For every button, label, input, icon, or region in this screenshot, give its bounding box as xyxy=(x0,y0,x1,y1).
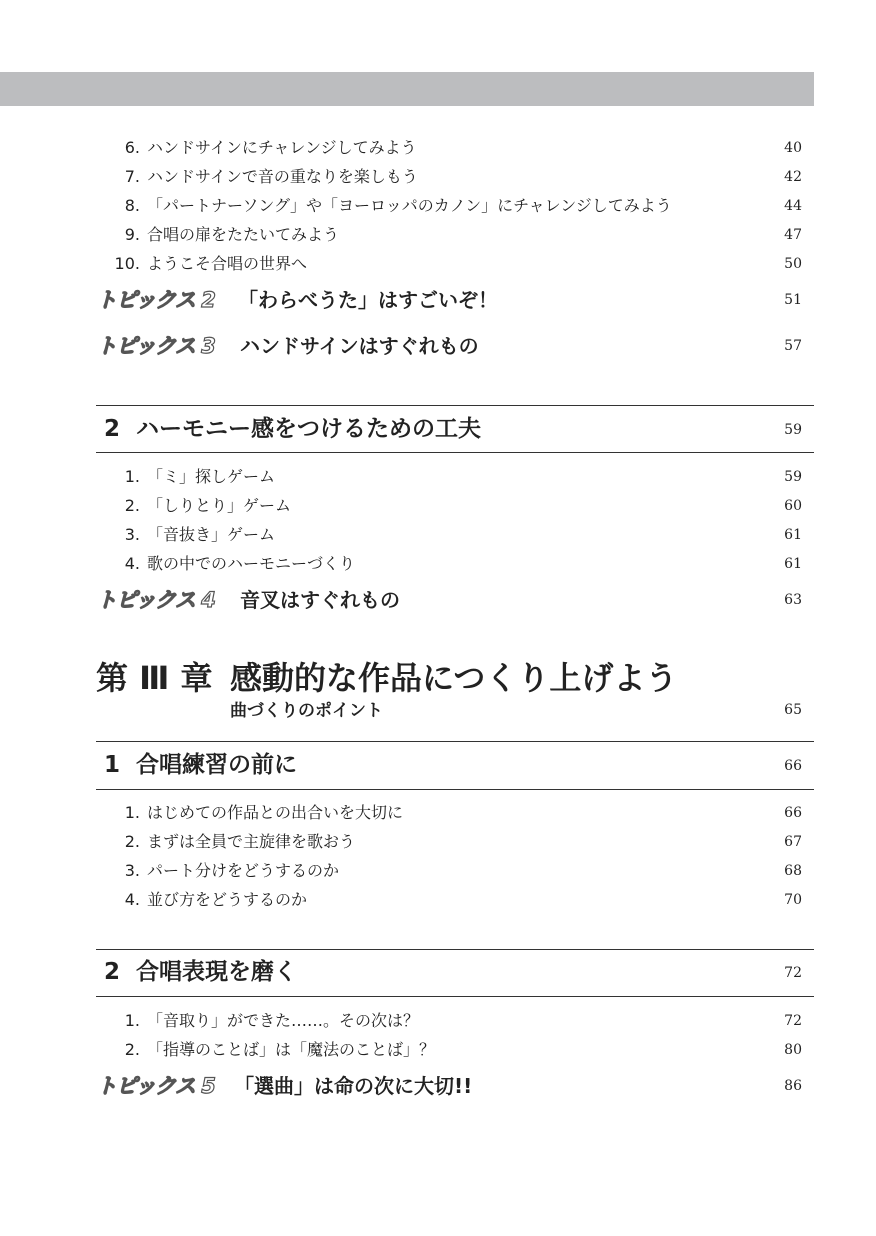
entry-number: 1. xyxy=(124,467,140,486)
topic-title: 「選曲」は命の次に大切!! xyxy=(234,1074,473,1098)
entry-number: 1. xyxy=(124,803,140,822)
topic-label: トピックス 4 xyxy=(96,588,215,612)
chapter-subtitle: 曲づくりのポイント xyxy=(230,701,383,721)
entry-title: 歌の中でのハーモニーづくり xyxy=(147,554,356,573)
entry-number: 2. xyxy=(124,1040,140,1059)
entry-page: 44 xyxy=(784,198,802,214)
entry-title: 「音取り」ができた……。その次は？ xyxy=(147,1011,420,1030)
entry-page: 61 xyxy=(784,527,802,543)
entry-page: 67 xyxy=(784,834,802,850)
entry-title: 「パートナーソング」や「ヨーロッパのカノン」にチャレンジしてみよう xyxy=(147,196,672,215)
entry-page: 42 xyxy=(784,169,802,185)
entry-title: 「ミ」探しゲーム xyxy=(147,467,276,486)
entry-number: 2. xyxy=(124,832,140,851)
entry-number: 4. xyxy=(124,890,140,909)
entry-page: 65 xyxy=(784,702,802,718)
entry-page: 66 xyxy=(784,758,802,774)
section-divider xyxy=(96,789,814,790)
entry-number: 4. xyxy=(124,554,140,573)
entry-title: まずは全員で主旋律を歌おう xyxy=(147,832,356,851)
chapter-label: 第 Ⅲ 章 xyxy=(96,659,213,697)
entry-number: 1. xyxy=(124,1011,140,1030)
entry-page: 63 xyxy=(784,592,802,608)
entry-number: 9. xyxy=(124,225,140,244)
entry-page: 70 xyxy=(784,892,802,908)
entry-number: 7. xyxy=(124,167,140,186)
entry-title: パート分けをどうするのか xyxy=(147,861,340,880)
entry-title: 並び方をどうするのか xyxy=(147,890,308,909)
entry-page: 86 xyxy=(784,1078,802,1094)
section-title: 2 ハーモニー感をつけるための工夫 xyxy=(104,416,482,442)
section-title: 1 合唱練習の前に xyxy=(104,752,298,778)
entry-page: 59 xyxy=(784,422,802,438)
section-divider xyxy=(96,741,814,742)
section-title: 2 合唱表現を磨く xyxy=(104,959,298,985)
entry-title: ようこそ合唱の世界へ xyxy=(147,254,308,273)
entry-page: 80 xyxy=(784,1042,802,1058)
entry-page: 47 xyxy=(784,227,802,243)
entry-page: 51 xyxy=(784,292,802,308)
topic-title: 音叉はすぐれもの xyxy=(240,588,400,612)
topic-label: トピックス 2 xyxy=(96,288,215,312)
entry-page: 61 xyxy=(784,556,802,572)
section-divider xyxy=(96,996,814,997)
entry-page: 68 xyxy=(784,863,802,879)
entry-number: 10. xyxy=(114,254,140,273)
entry-number: 3. xyxy=(124,861,140,880)
topic-title: 「わらべうた」はすごいぞ！ xyxy=(238,288,498,312)
entry-number: 8. xyxy=(124,196,140,215)
entry-page: 72 xyxy=(784,1013,802,1029)
section-divider xyxy=(96,452,814,453)
entry-title: 「音抜き」ゲーム xyxy=(147,525,276,544)
entry-page: 57 xyxy=(784,338,802,354)
header-band xyxy=(0,72,814,106)
entry-page: 40 xyxy=(784,140,802,156)
section-divider xyxy=(96,949,814,950)
entry-number: 2. xyxy=(124,496,140,515)
entry-page: 72 xyxy=(784,965,802,981)
entry-title: 「指導のことば」は「魔法のことば」？ xyxy=(147,1040,436,1059)
entry-number: 3. xyxy=(124,525,140,544)
topic-title: ハンドサインはすぐれもの xyxy=(240,334,479,358)
entry-page: 60 xyxy=(784,498,802,514)
entry-title: はじめての作品との出合いを大切に xyxy=(147,803,404,822)
topic-label: トピックス 3 xyxy=(96,334,215,358)
entry-title: ハンドサインにチャレンジしてみよう xyxy=(147,138,417,157)
entry-page: 59 xyxy=(784,469,802,485)
entry-number: 6. xyxy=(124,138,140,157)
entry-title: 「しりとり」ゲーム xyxy=(147,496,292,515)
chapter-title[interactable]: 感動的な作品につくり上げよう xyxy=(230,659,678,697)
topic-label: トピックス 5 xyxy=(96,1074,215,1098)
entry-title: 合唱の扉をたたいてみよう xyxy=(147,225,340,244)
section-divider xyxy=(96,405,814,406)
entry-title: ハンドサインで音の重なりを楽しもう xyxy=(147,167,418,186)
entry-page: 66 xyxy=(784,805,802,821)
entry-page: 50 xyxy=(784,256,802,272)
